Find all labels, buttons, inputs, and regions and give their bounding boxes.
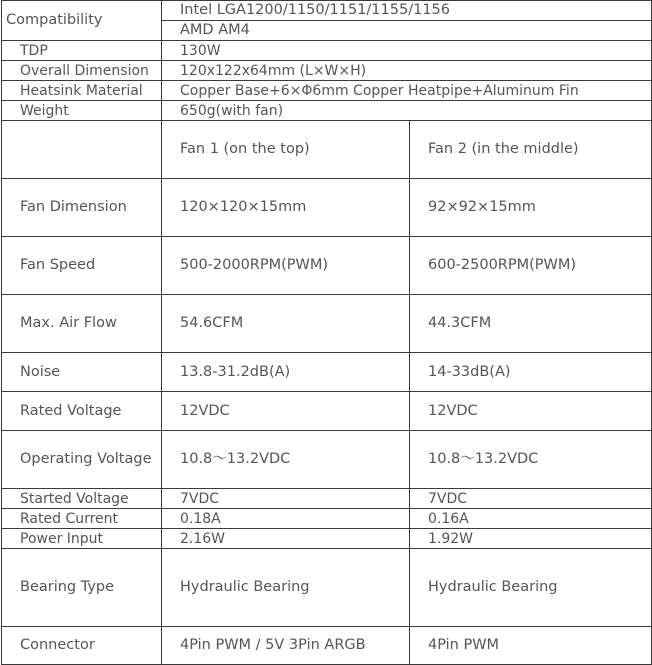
- table-row-compatibility: [2, 1, 652, 41]
- fan1-speed: 500-2000RPM(PWM): [162, 237, 410, 295]
- table-row-power-input: [2, 529, 652, 549]
- fan1-rated-voltage: 12VDC: [162, 392, 410, 431]
- weight-label: Weight: [2, 101, 162, 121]
- table-row-rated-voltage: [2, 392, 652, 431]
- fan2-connector: 4Pin PWM: [410, 627, 652, 665]
- connector-label: Connector: [2, 627, 162, 665]
- fan2-bearing: Hydraulic Bearing: [410, 549, 652, 627]
- fan2-rated-voltage: 12VDC: [410, 392, 652, 431]
- started-voltage-label: Started Voltage: [2, 489, 162, 509]
- compatibility-label: Compatibility: [2, 1, 162, 41]
- rated-voltage-label: Rated Voltage: [2, 392, 162, 431]
- table-row-bearing-type: [2, 549, 652, 627]
- fan2-operating-voltage: 10.8～13.2VDC: [410, 431, 652, 489]
- power-input-label: Power Input: [2, 529, 162, 549]
- fan2-noise: 14-33dB(A): [410, 353, 652, 392]
- table-row-overall-dimension: [2, 61, 652, 81]
- fan2-started-voltage: 7VDC: [410, 489, 652, 509]
- table-row-noise: [2, 353, 652, 392]
- heatsink-material-label: Heatsink Material: [2, 81, 162, 101]
- fan-dimension-label: Fan Dimension: [2, 179, 162, 237]
- table-row-heatsink-material: [2, 81, 652, 101]
- table-row-fan-speed: [2, 237, 652, 295]
- spec-table: [1, 0, 652, 665]
- max-air-flow-label: Max. Air Flow: [2, 295, 162, 353]
- heatsink-material-value: Copper Base+6×Φ6mm Copper Heatpipe+Aluminum Fin: [162, 81, 652, 101]
- fan1-dimension: 120×120×15mm: [162, 179, 410, 237]
- operating-voltage-label: Operating Voltage: [2, 431, 162, 489]
- fan2-header: Fan 2 (in the middle): [410, 121, 652, 179]
- overall-dimension-value: 120x122x64mm (L×W×H): [162, 61, 652, 81]
- fan1-started-voltage: 7VDC: [162, 489, 410, 509]
- weight-value: 650g(with fan): [162, 101, 652, 121]
- compatibility-values: [162, 1, 652, 41]
- fan1-noise: 13.8-31.2dB(A): [162, 353, 410, 392]
- table-row-tdp: [2, 41, 652, 61]
- fan2-power-input: 1.92W: [410, 529, 652, 549]
- table-row-operating-voltage: [2, 431, 652, 489]
- fan1-connector: 4Pin PWM / 5V 3Pin ARGB: [162, 627, 410, 665]
- table-row-weight: [2, 101, 652, 121]
- fan2-dimension: 92×92×15mm: [410, 179, 652, 237]
- fan1-power-input: 2.16W: [162, 529, 410, 549]
- table-row-rated-current: [2, 509, 652, 529]
- compatibility-intel: Intel LGA1200/1150/1151/1155/1156: [180, 2, 450, 18]
- fan2-air-flow: 44.3CFM: [410, 295, 652, 353]
- fan2-speed: 600-2500RPM(PWM): [410, 237, 652, 295]
- table-row-started-voltage: [2, 489, 652, 509]
- fan1-bearing: Hydraulic Bearing: [162, 549, 410, 627]
- bearing-type-label: Bearing Type: [2, 549, 162, 627]
- fan1-rated-current: 0.18A: [162, 509, 410, 529]
- overall-dimension-label: Overall Dimension: [2, 61, 162, 81]
- fan2-rated-current: 0.16A: [410, 509, 652, 529]
- fan1-air-flow: 54.6CFM: [162, 295, 410, 353]
- tdp-label: TDP: [2, 41, 162, 61]
- table-row-fan-dimension: [2, 179, 652, 237]
- rated-current-label: Rated Current: [2, 509, 162, 529]
- fan-speed-label: Fan Speed: [2, 237, 162, 295]
- table-row-connector: [2, 627, 652, 665]
- fan-header-blank: [2, 121, 162, 179]
- compatibility-amd: AMD AM4: [162, 20, 651, 40]
- noise-label: Noise: [2, 353, 162, 392]
- fan1-header: Fan 1 (on the top): [162, 121, 410, 179]
- table-row-fan-headers: [2, 121, 652, 179]
- tdp-value: 130W: [162, 41, 652, 61]
- fan1-operating-voltage: 10.8～13.2VDC: [162, 431, 410, 489]
- table-row-max-air-flow: [2, 295, 652, 353]
